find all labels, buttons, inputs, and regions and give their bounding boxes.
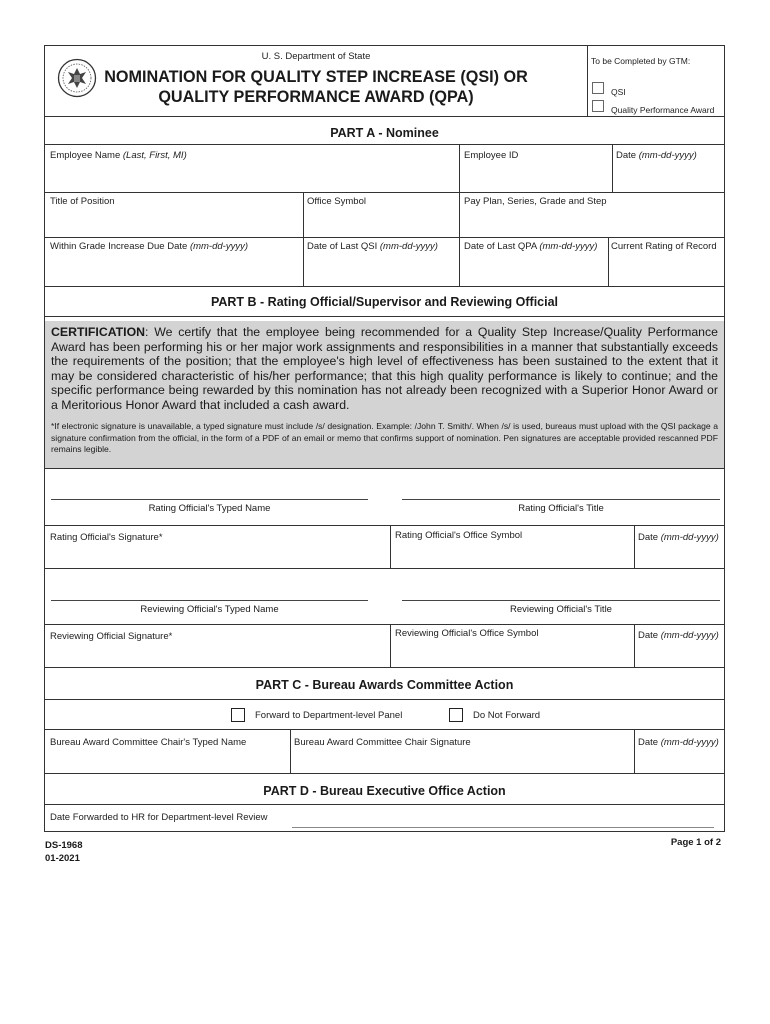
chair-signature-field[interactable] <box>294 737 471 748</box>
wgi-due-date-label: Within Grade Increase Due Date <box>50 241 188 252</box>
form-title-line1: NOMINATION FOR QUALITY STEP INCREASE (QSI) OR <box>104 68 528 86</box>
rating-office-symbol-field[interactable] <box>395 530 522 541</box>
last-qpa-date-label: Date of Last QPA <box>464 241 537 252</box>
qpa-checkbox[interactable] <box>592 100 604 112</box>
rating-date-hint: (mm-dd-yyyy) <box>660 532 719 543</box>
employee-name-label: Employee Name <box>50 150 121 161</box>
certification-heading: CERTIFICATION <box>51 325 146 339</box>
do-not-forward-checkbox[interactable] <box>449 708 463 722</box>
reviewing-date-hint: (mm-dd-yyyy) <box>660 630 719 641</box>
chair-typed-name-field[interactable] <box>50 737 246 748</box>
rating-date-field[interactable] <box>638 532 719 543</box>
last-qsi-date-label: Date of Last QSI <box>307 241 378 252</box>
rating-typed-name-line[interactable] <box>51 499 368 500</box>
forward-checkbox[interactable] <box>231 708 245 722</box>
reviewing-signature-label: Reviewing Official Signature* <box>50 631 173 642</box>
date-forwarded-label: Date Forwarded to HR for Department-level Review <box>50 812 268 823</box>
certification-block <box>45 321 724 468</box>
employee-id-field[interactable] <box>464 150 518 161</box>
title-of-position-label: Title of Position <box>50 196 115 207</box>
last-qsi-date-hint: (mm-dd-yyyy) <box>379 241 438 252</box>
employee-name-hint: (Last, First, MI) <box>122 150 187 161</box>
pay-plan-label: Pay Plan, Series, Grade and Step <box>464 196 607 207</box>
form-title-line2: QUALITY PERFORMANCE AWARD (QPA) <box>158 88 474 106</box>
department-name: U. S. Department of State <box>261 51 371 62</box>
certification-body: : We certify that the employee being recommended for a Quality Step Increase/Quality Performance Award has been performing his or her major work assignments and responsibilities in a manner that substantially exceeds the requirements of the position; that the employee's high level of effectiveness has been sustained to the extent that it may be considered characteristic of his/her performance; that this high quality performance is likely to continue; and the specific performance being rewarded by this nomination has not already been recognized with a Superior Honor Award or a Meritorious Honor Award that included a cash award. <box>51 325 718 412</box>
reviewing-date-label: Date <box>638 630 659 641</box>
wgi-due-date-field[interactable] <box>50 241 248 252</box>
forward-label: Forward to Department-level Panel <box>255 710 403 721</box>
reviewing-typed-name-label: Reviewing Official's Typed Name <box>140 604 279 615</box>
form-title <box>45 67 587 107</box>
part-c-title: PART C - Bureau Awards Committee Action <box>255 678 514 692</box>
last-qpa-date-field[interactable] <box>464 241 597 252</box>
reviewing-title-label: Reviewing Official's Title <box>510 604 612 615</box>
chair-date-hint: (mm-dd-yyyy) <box>660 737 719 748</box>
rating-signature-label: Rating Official's Signature* <box>50 532 163 543</box>
employee-id-label: Employee ID <box>464 150 519 161</box>
wgi-due-date-hint: (mm-dd-yyyy) <box>189 241 248 252</box>
reviewing-title-line[interactable] <box>402 600 720 601</box>
date-forwarded-line[interactable] <box>292 827 714 828</box>
reviewing-typed-name-line[interactable] <box>51 600 368 601</box>
qsi-option-label: QSI <box>611 87 626 97</box>
rating-typed-name-label: Rating Official's Typed Name <box>148 503 271 514</box>
form-number: DS-1968 <box>45 840 83 851</box>
title-of-position-field[interactable] <box>50 196 115 207</box>
reviewing-date-field[interactable] <box>638 630 719 641</box>
part-d-title: PART D - Bureau Executive Office Action <box>263 784 506 798</box>
part-a-title: PART A - Nominee <box>330 126 439 140</box>
ds-1968-form <box>44 45 725 832</box>
rating-office-symbol-label: Rating Official's Office Symbol <box>395 530 523 541</box>
rating-title-label: Rating Official's Title <box>518 503 604 514</box>
part-b-title: PART B - Rating Official/Supervisor and Reviewing Official <box>210 295 559 309</box>
signature-note: *If electronic signature is unavailable, a typed signature must include /s/ designation. Example: /John T. Smith/. When /s/ is used, bureaus must upload with the QSI package a signature confirmation from the official, in the form of a PDF of an email or memo that confirms support of nomination. Pen signatures are acceptable provided rescanned PDF remains legible. <box>51 421 718 454</box>
last-qsi-date-field[interactable] <box>307 241 438 252</box>
employee-name-field[interactable] <box>50 150 187 161</box>
reviewing-office-symbol-label: Reviewing Official's Office Symbol <box>395 628 539 639</box>
office-symbol-field[interactable] <box>307 196 366 207</box>
chair-signature-label: Bureau Award Committee Chair Signature <box>294 737 471 748</box>
gtm-label: To be Completed by GTM: <box>591 56 691 66</box>
form-revision: 01-2021 <box>45 853 80 864</box>
chair-date-field[interactable] <box>638 737 719 748</box>
chair-date-label: Date <box>638 737 659 748</box>
nominee-date-hint: (mm-dd-yyyy) <box>638 150 697 161</box>
rating-title-line[interactable] <box>402 499 720 500</box>
pay-plan-field[interactable] <box>464 196 607 207</box>
nominee-date-label: Date <box>616 150 637 161</box>
reviewing-office-symbol-field[interactable] <box>395 628 539 639</box>
chair-typed-name-label: Bureau Award Committee Chair's Typed Name <box>50 737 247 748</box>
reviewing-signature-field[interactable] <box>50 631 172 642</box>
do-not-forward-label: Do Not Forward <box>473 710 541 721</box>
rating-signature-field[interactable] <box>50 532 163 543</box>
page-number: Page 1 of 2 <box>670 837 721 848</box>
current-rating-label: Current Rating of Record <box>611 241 717 252</box>
qsi-checkbox[interactable] <box>592 82 604 94</box>
certification-text <box>51 325 718 412</box>
office-symbol-label: Office Symbol <box>307 196 366 207</box>
rating-date-label: Date <box>638 532 659 543</box>
qpa-option-label: Quality Performance Award <box>611 105 715 115</box>
last-qpa-date-hint: (mm-dd-yyyy) <box>539 241 598 252</box>
date-forwarded-field[interactable] <box>50 812 268 823</box>
nominee-date-field[interactable] <box>616 150 697 161</box>
current-rating-field[interactable] <box>611 241 717 252</box>
